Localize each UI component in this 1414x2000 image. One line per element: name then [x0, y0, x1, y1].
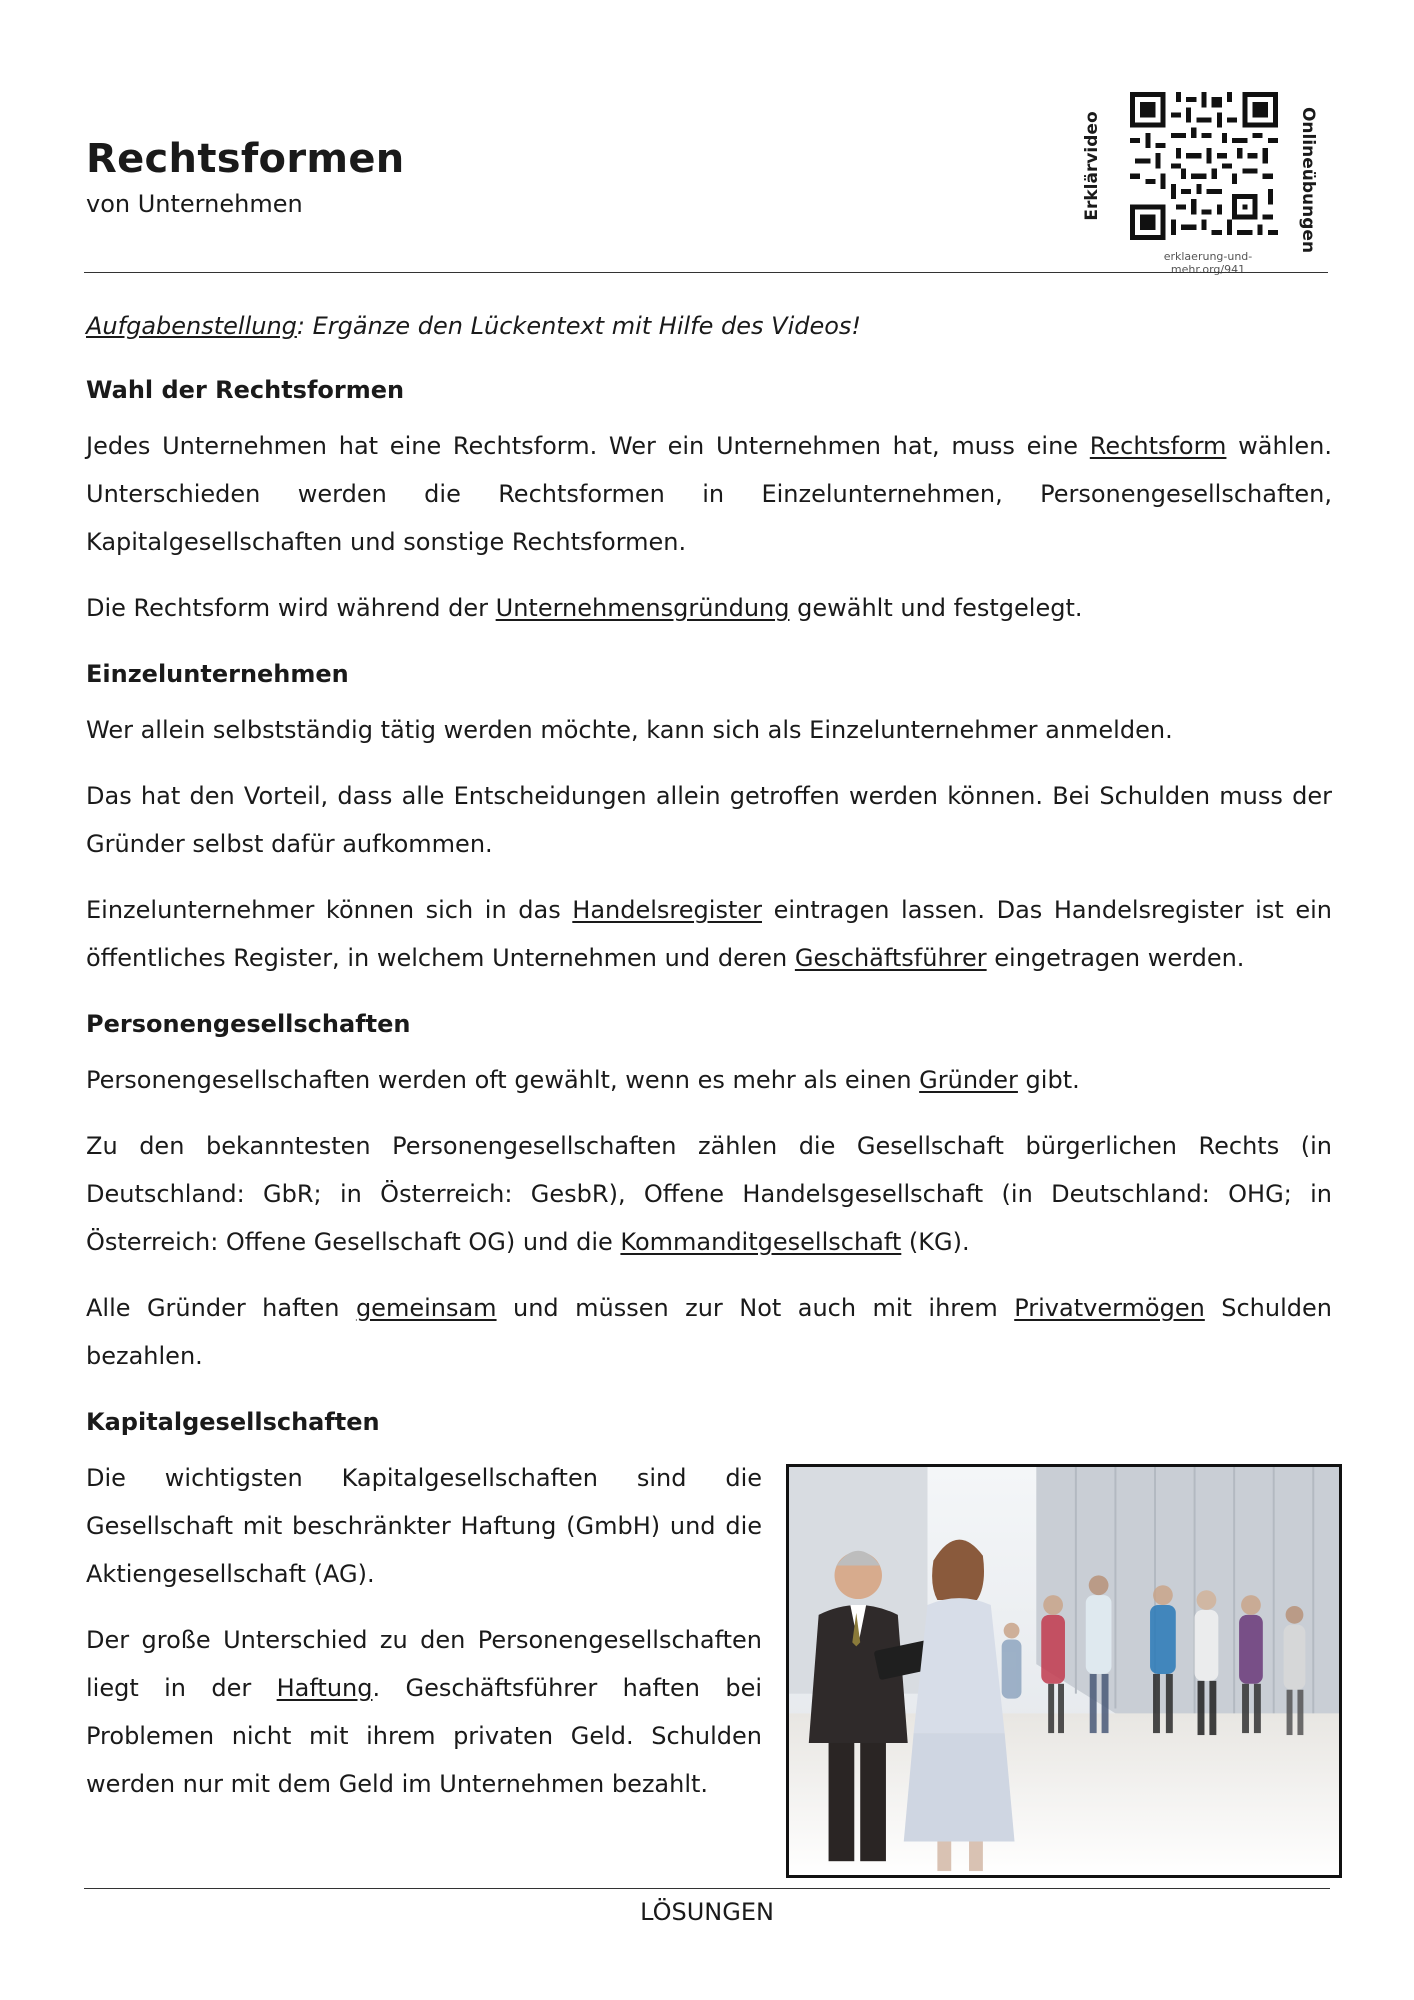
- task-label: Aufgabenstellung: [86, 312, 297, 340]
- exercises-label[interactable]: Onlineübungen: [1298, 106, 1318, 254]
- heading-personen: Personengesellschaften: [86, 1010, 411, 1038]
- answer-gap: Rechtsform: [1089, 432, 1227, 460]
- video-label[interactable]: Erklärvideo: [1082, 111, 1102, 221]
- paragraph: Der große Unterschied zu den Personengesellschaften liegt in der Haftung. Geschäftsführer haften bei Problemen nicht mit ihrem privaten Geld. Schulden werden nur mit dem Geld im Unternehmen bezahlt.: [86, 1626, 763, 1798]
- qr-code-icon[interactable]: [1130, 92, 1278, 240]
- answer-gap: Gründer: [919, 1066, 1018, 1094]
- paragraph: Die Rechtsform wird während der Unternehmensgründung gewählt und festgelegt.: [86, 594, 1083, 622]
- heading-einzel: Einzelunternehmen: [86, 660, 349, 688]
- business-people-photo: [786, 1464, 1342, 1878]
- paragraph: Das hat den Vorteil, dass alle Entscheidungen allein getroffen werden können. Bei Schulden muss der Gründer selbst dafür aufkommen.: [86, 782, 1332, 858]
- answer-gap: gemeinsam: [355, 1294, 497, 1322]
- answer-gap: Geschäftsführer: [794, 944, 987, 972]
- solutions-label: LÖSUNGEN: [640, 1898, 774, 1926]
- heading-wahl: Wahl der Rechtsformen: [86, 376, 405, 404]
- task-instruction: [86, 302, 1332, 350]
- header-divider: [84, 272, 1328, 273]
- heading-kapital: Kapitalgesellschaften: [86, 1408, 380, 1436]
- answer-gap: Kommanditgesellschaft: [620, 1228, 902, 1256]
- answer-gap: Privatvermögen: [1014, 1294, 1205, 1322]
- qr-caption[interactable]: erklaerung-und-mehr.org/941: [1163, 250, 1253, 276]
- page-subtitle: von Unternehmen: [86, 190, 303, 218]
- paragraph: Zu den bekanntesten Personengesellschaften zählen die Gesellschaft bürgerlichen Rechts (in Deutschland: GbR; in Österreich: GesbR), Offene Handelsgesellschaft (in Deutschland: OHG; in Österreich: Offene Gesellschaft OG) und die Kommanditgesellschaft (KG).: [86, 1132, 1332, 1256]
- paragraph: Einzelunternehmer können sich in das Handelsregister eintragen lassen. Das Handelsregister ist ein öffentliches Register, in welchem Unternehmen und deren Geschäftsführer eingetragen werden.: [86, 896, 1332, 972]
- paragraph: Alle Gründer haften gemeinsam und müssen zur Not auch mit ihrem Privatvermögen Schulden bezahlen.: [86, 1294, 1332, 1370]
- task-text: : Ergänze den Lückentext mit Hilfe des Videos!: [296, 312, 862, 340]
- paragraph: Jedes Unternehmen hat eine Rechtsform. Wer ein Unternehmen hat, muss eine Rechtsform wählen. Unterschieden werden die Rechtsformen in Einzelunternehmen, Personengesellschaften, Kapitalgesellschaften und sonstige Rechtsformen.: [86, 432, 1332, 556]
- answer-gap: Unternehmensgründung: [495, 594, 790, 622]
- paragraph: Personengesellschaften werden oft gewählt, wenn es mehr als einen Gründer gibt.: [86, 1066, 1080, 1094]
- answer-gap: Handelsregister: [572, 896, 762, 924]
- paragraph: Die wichtigsten Kapitalgesellschaften sind die Gesellschaft mit beschränkter Haftung (GmbH) und die Aktiengesellschaft (AG).: [86, 1464, 762, 1588]
- page-title: Rechtsformen: [86, 136, 405, 182]
- paragraph: Wer allein selbstständig tätig werden möchte, kann sich als Einzelunternehmer anmelden.: [86, 716, 1173, 744]
- answer-gap: Haftung: [276, 1674, 373, 1702]
